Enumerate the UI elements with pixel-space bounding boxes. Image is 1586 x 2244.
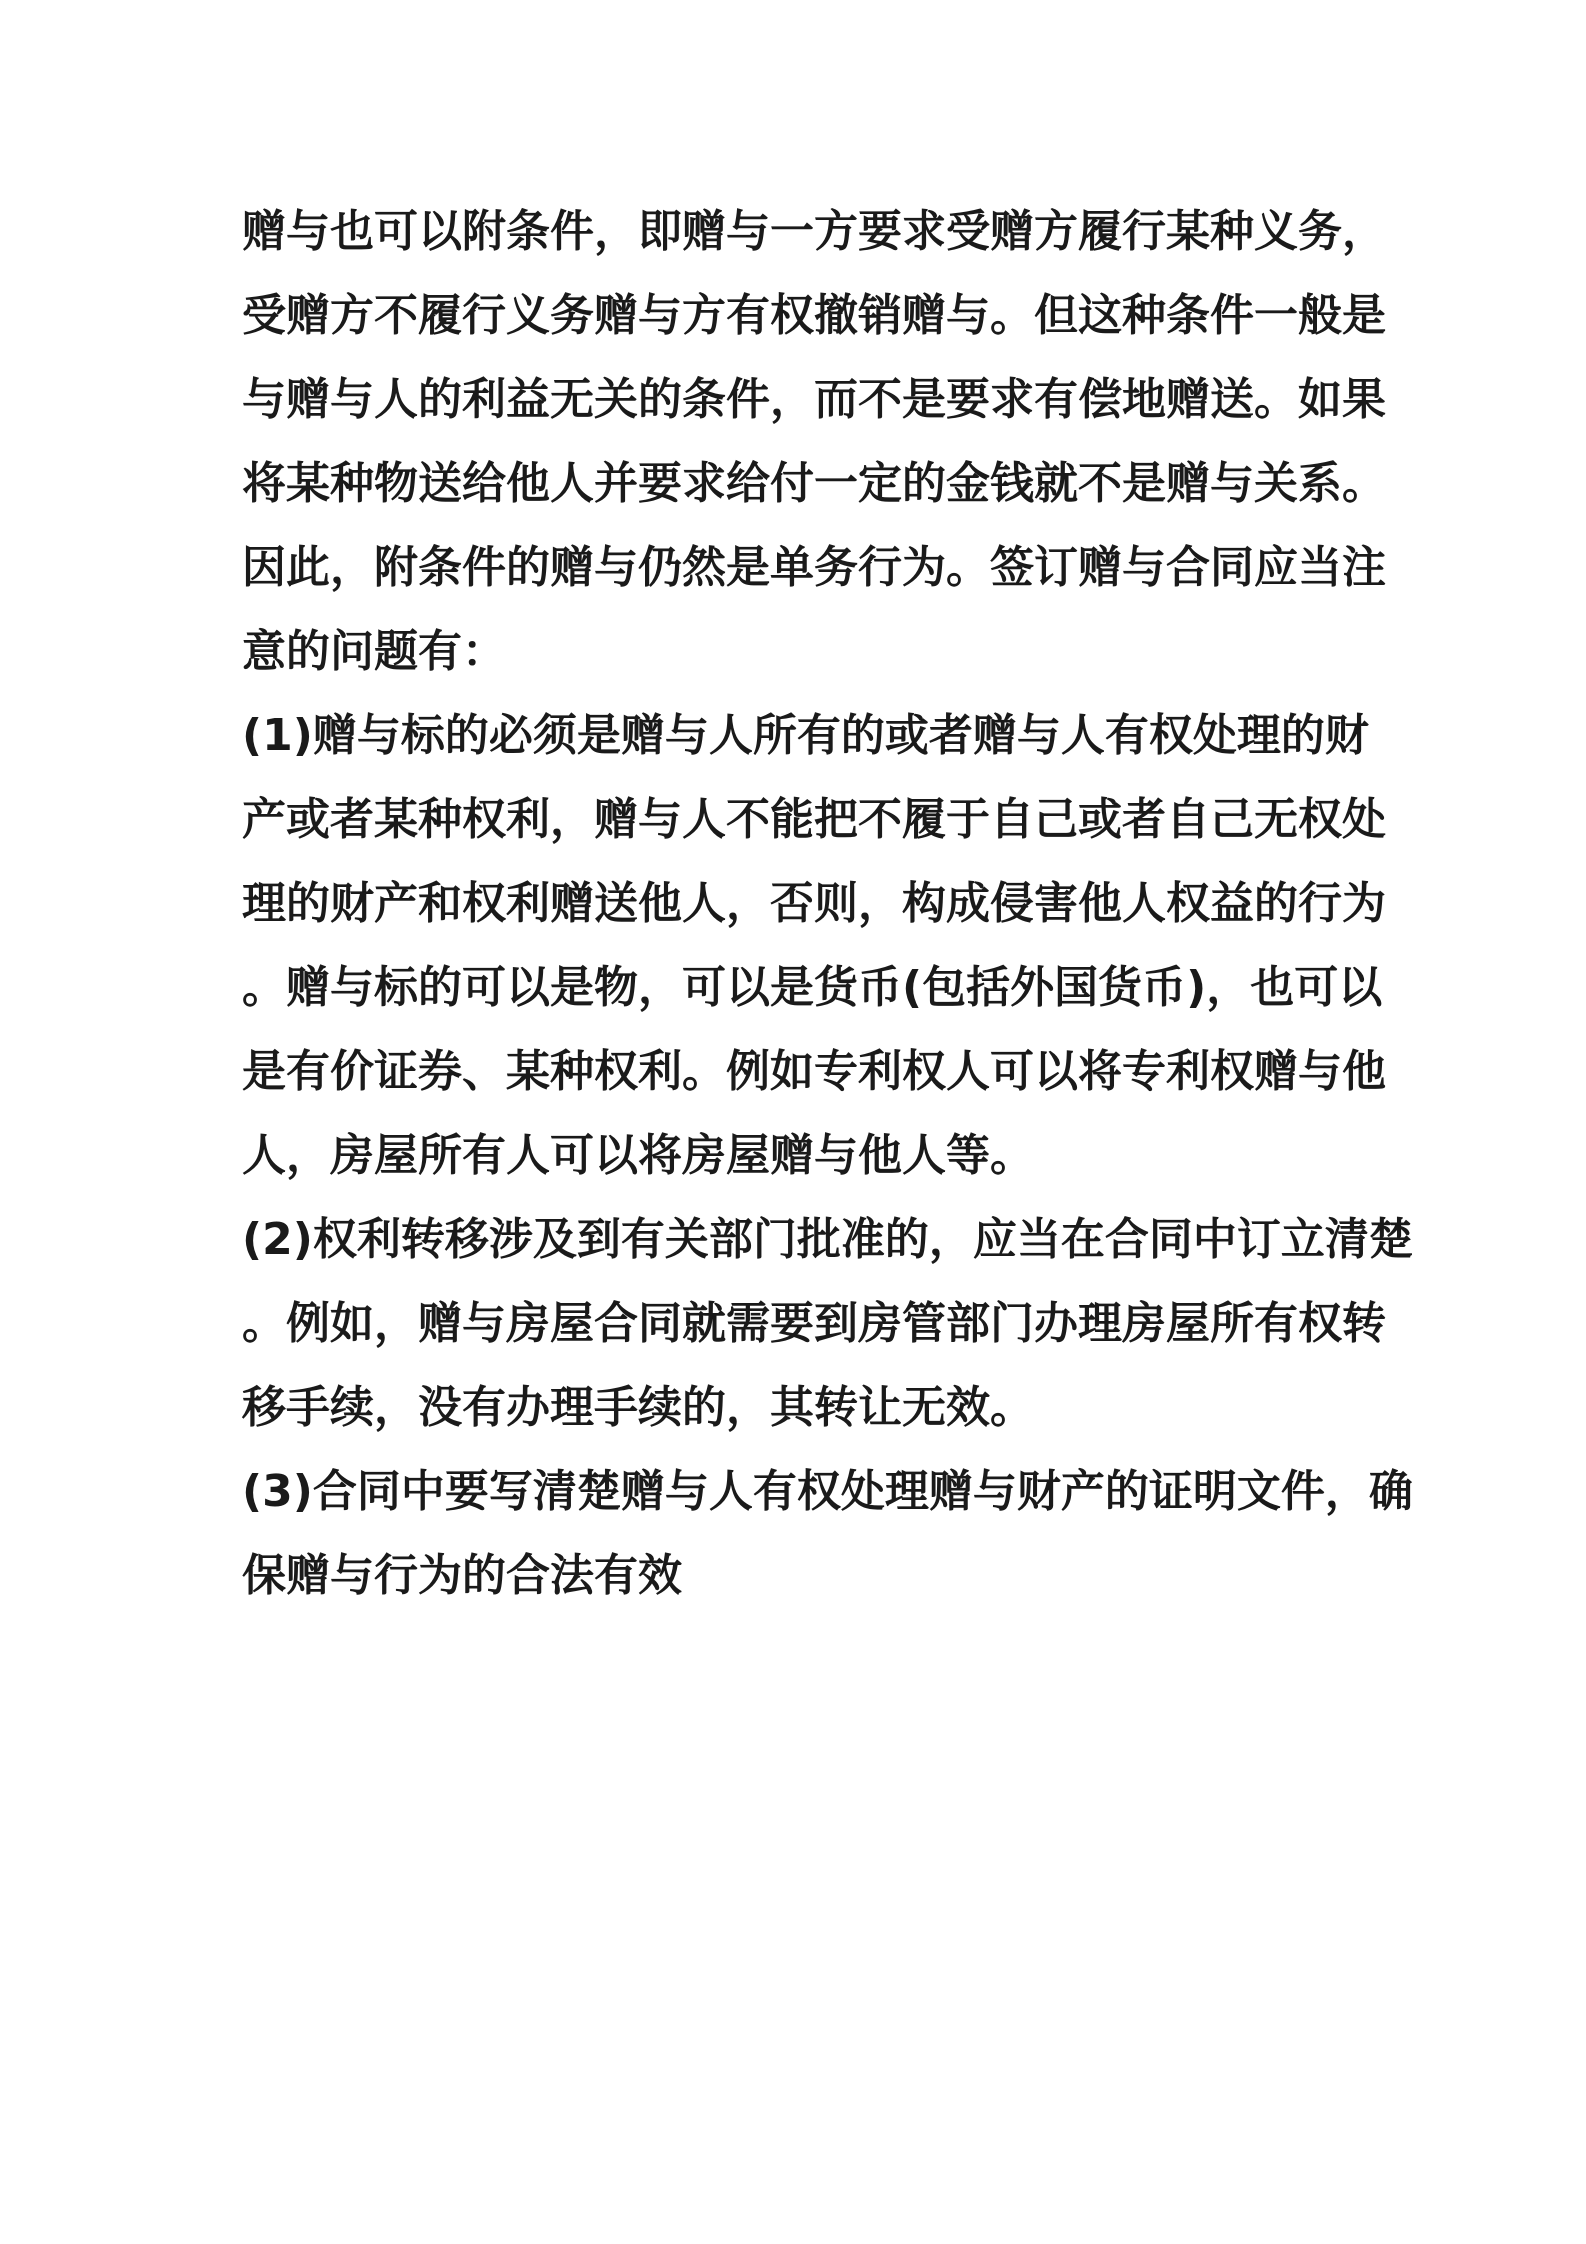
- text-line: 保赠与行为的合法有效: [242, 1550, 682, 1601]
- text-line: 移手续，没有办理手续的，其转让无效。: [242, 1382, 1034, 1433]
- text-line: 。赠与标的可以是物，可以是货币(包括外国货币)，也可以: [242, 962, 1383, 1013]
- document-body: [242, 190, 1413, 1618]
- text-line: 将某种物送给他人并要求给付一定的金钱就不是赠与关系。: [242, 458, 1386, 509]
- text-line: 与赠与人的利益无关的条件，而不是要求有偿地赠送。如果: [242, 374, 1386, 425]
- text-line: 赠与也可以附条件，即赠与一方要求受赠方履行某种义务，: [242, 206, 1386, 257]
- text-line: (1)赠与标的必须是赠与人所有的或者赠与人有权处理的财: [242, 710, 1369, 761]
- text-line: 因此，附条件的赠与仍然是单务行为。签订赠与合同应当注: [242, 542, 1386, 593]
- text-line: (3)合同中要写清楚赠与人有权处理赠与财产的证明文件，确: [242, 1466, 1413, 1517]
- text-line: 意的问题有：: [242, 626, 506, 677]
- text-line: (2)权利转移涉及到有关部门批准的，应当在合同中订立清楚: [242, 1214, 1413, 1265]
- text-line: 受赠方不履行义务赠与方有权撤销赠与。但这种条件一般是: [242, 290, 1386, 341]
- text-line: 理的财产和权利赠送他人，否则，构成侵害他人权益的行为: [242, 878, 1386, 929]
- text-line: 是有价证券、某种权利。例如专利权人可以将专利权赠与他: [242, 1046, 1386, 1097]
- text-line: 。例如，赠与房屋合同就需要到房管部门办理房屋所有权转: [242, 1298, 1386, 1349]
- text-line: 产或者某种权利，赠与人不能把不履于自己或者自己无权处: [242, 794, 1386, 845]
- text-line: 人，房屋所有人可以将房屋赠与他人等。: [242, 1130, 1034, 1181]
